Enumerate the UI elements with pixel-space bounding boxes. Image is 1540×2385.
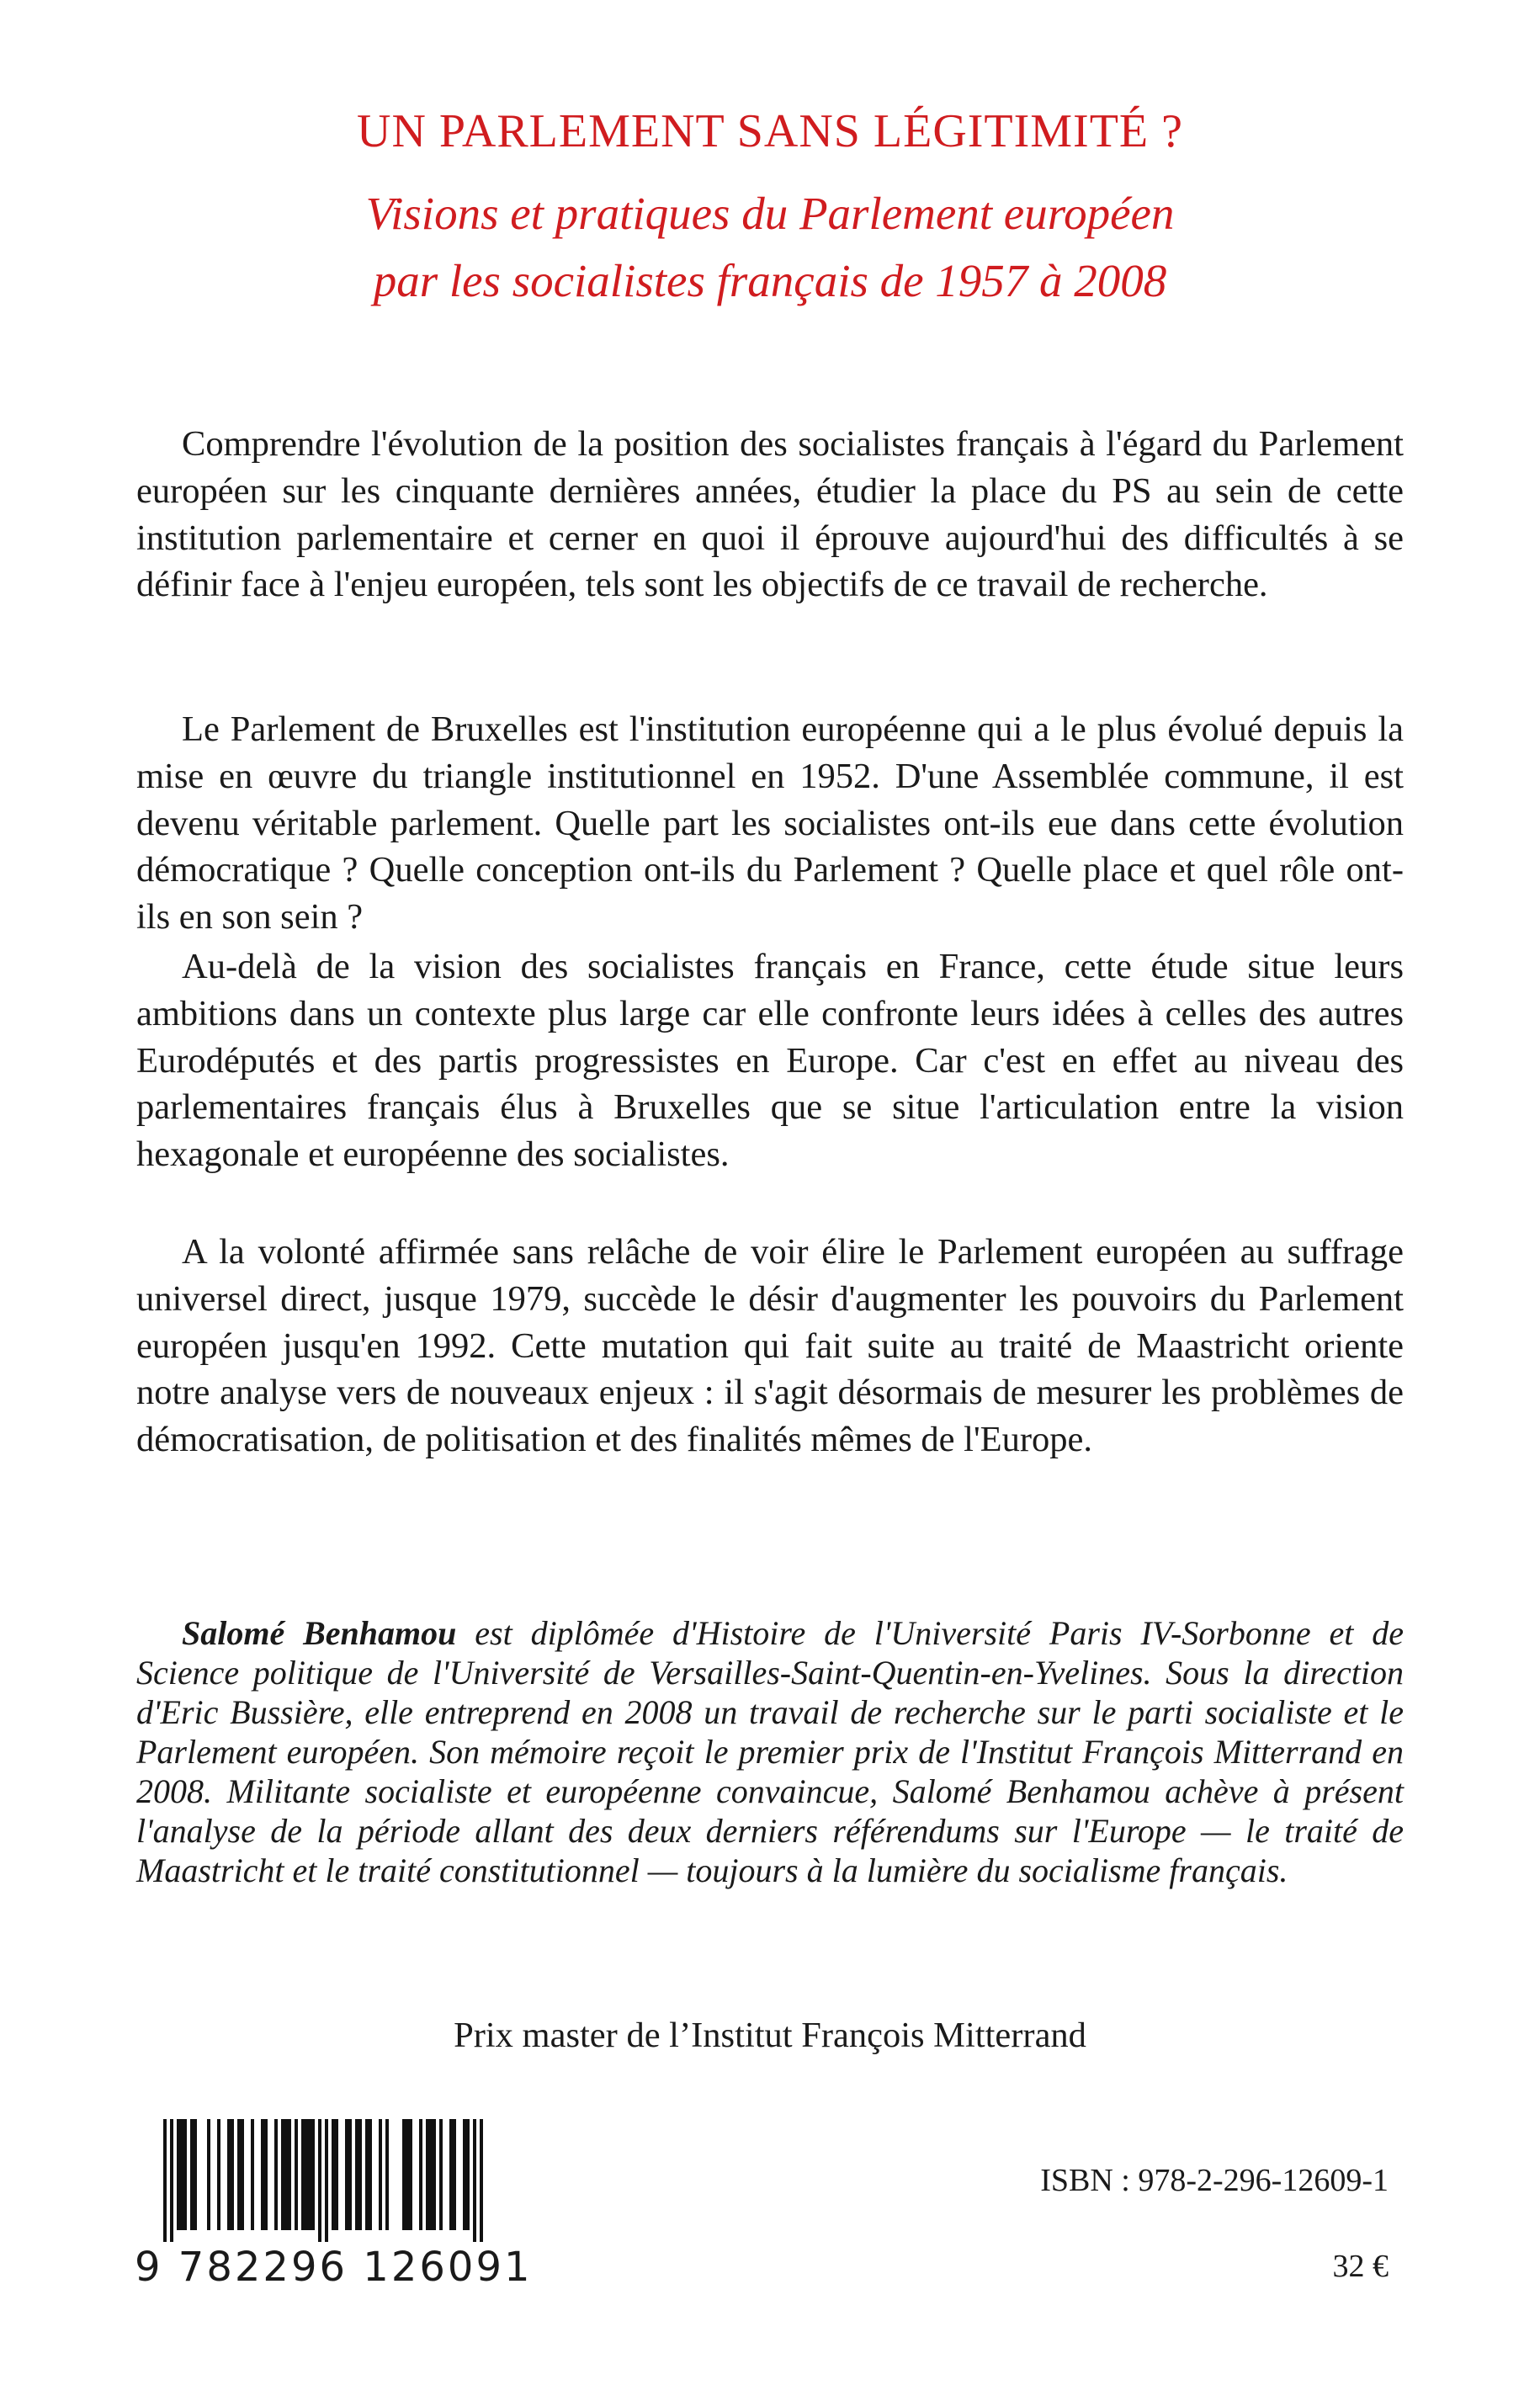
barcode-bar bbox=[335, 2119, 338, 2230]
barcode-bar bbox=[355, 2119, 358, 2230]
book-subtitle-line-2: par les socialistes français de 1957 à 2008 bbox=[373, 255, 1167, 306]
barcode-bar bbox=[231, 2119, 234, 2230]
barcode-bar bbox=[264, 2119, 268, 2230]
barcode-bar bbox=[318, 2119, 321, 2242]
author-bio bbox=[136, 1613, 1404, 1890]
author-name: Salomé Benhamou bbox=[182, 1614, 457, 1652]
barcode-bar bbox=[301, 2119, 305, 2230]
barcode-bar bbox=[365, 2119, 369, 2230]
blurb-paragraph-2: Le Parlement de Bruxelles est l'institution européenne qui a le plus évolué depuis la mise en œuvre du triangle institutionnel en 1952. D'une Assemblée commune, il est devenu véritable parlement. Quelle part les socialistes ont-ils eue dans cette évolution démocratique ? Quelle conception ont-ils du Parlement ? Quelle place et quel rôle ont-ils en son sein ? bbox=[136, 709, 1404, 938]
barcode-bar bbox=[194, 2119, 197, 2230]
price: 32 € bbox=[1332, 2249, 1389, 2284]
barcode-bar bbox=[295, 2119, 298, 2230]
barcode bbox=[135, 2119, 497, 2242]
barcode-bar bbox=[217, 2119, 220, 2230]
barcode-bar bbox=[480, 2119, 483, 2242]
book-subtitle-line-1: Visions et pratiques du Parlement européen bbox=[365, 188, 1175, 239]
barcode-bar bbox=[433, 2119, 436, 2230]
barcode-bar bbox=[237, 2119, 241, 2230]
barcode-bar bbox=[473, 2119, 476, 2242]
barcode-bar bbox=[288, 2119, 291, 2230]
blurb-paragraph-3: Au-delà de la vision des socialistes français en France, cette étude situe leurs ambitions dans un contexte plus large car elle confronte leurs idées à celles des autres Eurodéputés et des partis progressistes en Europe. Car c'est en effet au niveau des parlementaires français élus à Bruxelles que se situe l'articulation entre la vision hexagonale et européenne des socialistes. bbox=[136, 947, 1404, 1175]
barcode-bar bbox=[180, 2119, 183, 2230]
barcode-bar bbox=[463, 2119, 466, 2230]
prize-line: Prix master de l’Institut François Mitterrand bbox=[454, 2016, 1086, 2055]
barcode-bar bbox=[466, 2119, 470, 2230]
barcode-bar bbox=[227, 2119, 231, 2230]
barcode-bar bbox=[426, 2119, 429, 2230]
barcode-bar bbox=[305, 2119, 308, 2230]
barcode-bar bbox=[449, 2119, 453, 2230]
barcode-bar bbox=[311, 2119, 315, 2230]
isbn: ISBN : 978-2-296-12609-1 bbox=[1040, 2163, 1389, 2198]
blurb-paragraph-1: Comprendre l'évolution de la position des socialistes français à l'égard du Parlement européen sur les cinquante dernières années, étudier la place du PS au sein de cette institution parlementaire et cerner en quoi il éprouve aujourd'hui des difficultés à se définir face à l'enjeu européen, tels sont les objectifs de ce travail de recherche. bbox=[136, 424, 1404, 605]
barcode-bar bbox=[261, 2119, 264, 2230]
barcode-bar bbox=[409, 2119, 412, 2230]
barcode-bar bbox=[251, 2119, 254, 2230]
barcode-bar bbox=[183, 2119, 187, 2230]
barcode-bar bbox=[453, 2119, 456, 2230]
barcode-bar bbox=[429, 2119, 433, 2230]
barcode-bar bbox=[325, 2119, 328, 2242]
barcode-bar bbox=[379, 2119, 382, 2230]
book-title: UN PARLEMENT SANS LÉGITIMITÉ ? bbox=[357, 105, 1183, 157]
barcode-bar bbox=[369, 2119, 372, 2230]
barcode-bar bbox=[207, 2119, 210, 2230]
barcode-bar bbox=[385, 2119, 389, 2230]
barcode-bar bbox=[419, 2119, 422, 2230]
author-bio-text: est diplômée d'Histoire de l'Université Paris IV-Sorbonne et de Science politique de l'Université de Versailles-Saint-Quentin-en-Yvelines. Sous la direction d'Eric Bussière, elle entreprend en 2008 un travail de recherche sur le parti socialiste et le Parlement européen. Son mémoire reçoit le premier prix de l'Institut François Mitterrand en 2008. Militante socialiste et européenne convaincue, Salomé Benhamou achève à présent l'analyse de la période allant des deux derniers référendums sur l'Europe — le traité de Maastricht et le traité constitutionnel — toujours à la lumière du socialisme français. bbox=[136, 1614, 1404, 1889]
barcode-bars bbox=[135, 2119, 497, 2242]
blurb-paragraph-4: A la volonté affirmée sans relâche de voir élire le Parlement européen au suffrage universel direct, jusque 1979, succède le désir d'augmenter les pouvoirs du Parlement européen jusqu'en 1992. Cette mutation qui fait suite au traité de Maastricht oriente notre analyse vers de nouveaux enjeux : il s'agit désormais de mesurer les problèmes de démocratisation, de politisation et des finalités mêmes de l'Europe. bbox=[136, 1232, 1404, 1460]
barcode-bar bbox=[241, 2119, 244, 2230]
barcode-bar bbox=[177, 2119, 180, 2230]
barcode-bar bbox=[284, 2119, 288, 2230]
barcode-bar bbox=[348, 2119, 352, 2230]
barcode-bar bbox=[332, 2119, 335, 2230]
barcode-bar bbox=[163, 2119, 167, 2242]
barcode-bar bbox=[406, 2119, 409, 2230]
barcode-bar bbox=[190, 2119, 194, 2230]
barcode-bar bbox=[439, 2119, 443, 2230]
barcode-bar bbox=[308, 2119, 311, 2230]
barcode-bar bbox=[170, 2119, 173, 2242]
barcode-digits: 9 782296 126091 bbox=[135, 2244, 533, 2291]
barcode-bar bbox=[402, 2119, 406, 2230]
barcode-bar bbox=[281, 2119, 284, 2230]
barcode-bar bbox=[358, 2119, 362, 2230]
barcode-bar bbox=[345, 2119, 348, 2230]
barcode-bar bbox=[274, 2119, 278, 2230]
